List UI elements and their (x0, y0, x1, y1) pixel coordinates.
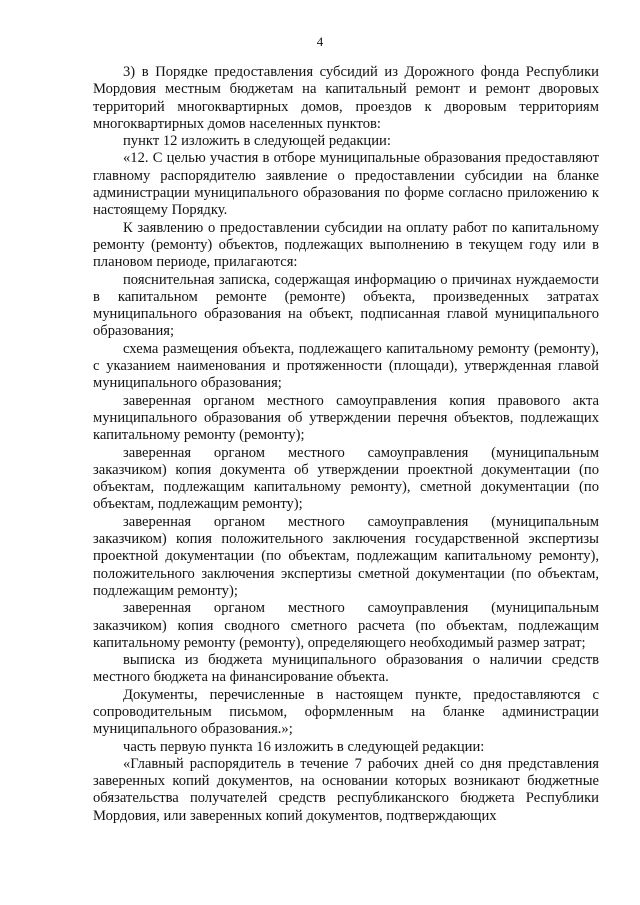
paragraph-explanatory-note: пояснительная записка, содержащая информацию о причинах нуждаемости в капитальном ремонте (ремонте) объекта, произведенных затратах муниципального образования на объект, подписанная главой муниципального образования; (93, 271, 599, 340)
paragraph-budget-extract: выписка из бюджета муниципального образования о наличии средств местного бюджета на финансирование объекта. (93, 652, 599, 686)
paragraph-estimate-copy: заверенная органом местного самоуправления (муниципальным заказчиком) копия сводного сметного расчета (по объектам, подлежащим капитальному ремонту (ремонту), определяющего необходимый размер затрат; (93, 600, 599, 651)
paragraph-expertise-conclusion-copy: заверенная органом местного самоуправления (муниципальным заказчиком) копия положительного заключения государственной экспертизы проектной документации (по объектам, подлежащим капитальному ремонту), положительного заключения экспертизы сметной документации (по объектам, подлежащим ремонту); (93, 513, 599, 599)
paragraph-point-16: «Главный распорядитель в течение 7 рабочих дней со дня представления заверенных копий документов, на основании которых возникают бюджетные обязательства получателей средств республиканского бюджета Республики Мордовия, или заверенных копий документов, подтверждающих (93, 755, 599, 824)
paragraph-legal-act-copy: заверенная органом местного самоуправления копия правового акта муниципального образования об утверждении перечня объектов, подлежащих капитальному ремонту (ремонту); (93, 392, 599, 444)
document-body (93, 64, 599, 825)
paragraph-project-documentation-copy: заверенная органом местного самоуправления (муниципальным заказчиком) копия документа об утверждении проектной документации (по объектам, подлежащим капитальному ремонту), сметной документации (по объектам, подлежащим ремонту); (93, 444, 599, 513)
page-number: 4 (316, 34, 324, 49)
paragraph-item-3: 3) в Порядке предоставления субсидий из Дорожного фонда Республики Мордовия местным бюджетам на капитальный ремонт и ремонт дворовых территорий многоквартирных домов, проездов к дворовым территориям многоквартирных домов населенных пунктов: (93, 64, 599, 132)
paragraph-cover-letter: Документы, перечисленные в настоящем пункте, предоставляются с сопроводительным письмом, оформленным на бланке администрации муниципального образования.»; (93, 686, 599, 738)
paragraph-point-16-intro: часть первую пункта 16 изложить в следующей редакции: (123, 738, 485, 755)
paragraph-point-12: «12. С целью участия в отборе муниципальные образования предоставляют главному распорядителю заявление о предоставлении субсидии на бланке администрации муниципального образования по форме согласно приложению к настоящему Порядку. (93, 150, 599, 219)
paragraph-layout-scheme: схема размещения объекта, подлежащего капитальному ремонту (ремонту), с указанием наименования и протяженности (площади), утвержденная главой муниципального образования; (93, 340, 599, 392)
paragraph-attachments-intro: К заявлению о предоставлении субсидии на оплату работ по капитальному ремонту (ремонту) объектов, подлежащих выполнению в текущем году или в плановом периоде, прилагаются: (93, 219, 599, 271)
paragraph-point-12-intro: пункт 12 изложить в следующей редакции: (123, 133, 391, 150)
